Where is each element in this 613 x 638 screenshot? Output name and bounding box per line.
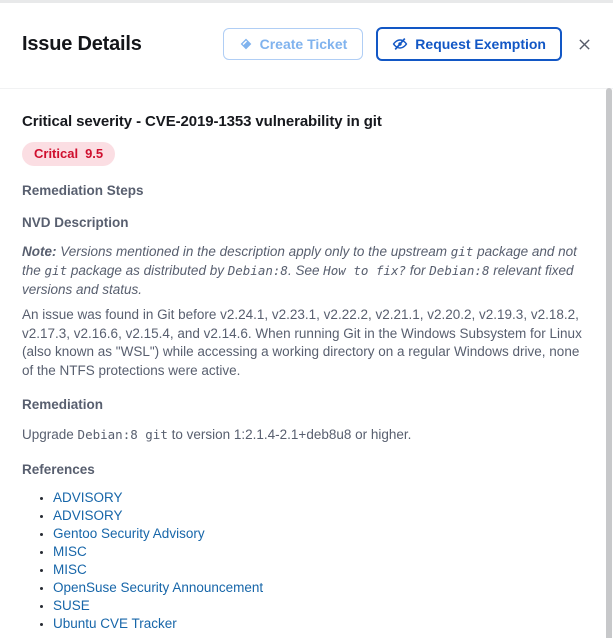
severity-badge xyxy=(22,142,115,166)
text-segment: git xyxy=(44,263,68,278)
header-actions xyxy=(223,27,593,61)
text-segment: Versions mentioned in the description apply only to the upstream xyxy=(56,244,451,259)
section-references: References xyxy=(22,461,95,477)
diamond-icon xyxy=(239,37,253,51)
text-segment: . See xyxy=(287,263,324,278)
nvd-note xyxy=(22,242,592,299)
reference-link[interactable]: OpenSuse Security Announcement xyxy=(53,579,264,595)
nvd-description-text: An issue was found in Git before v2.24.1, v2.23.1, v2.22.2, v2.21.1, v2.20.2, v2.19.3, v2.18.2, v2.17.3, v2.16.6, v2.15.4, and v2.14.6. When running Git in the Windows Subsystem for Linux (also known as "WSL") while accessing a working directory on a regular Windows drive, none of the NTFS protections were active. xyxy=(22,307,582,378)
reference-item xyxy=(53,561,592,579)
page-title: Issue Details xyxy=(22,32,142,55)
references-list xyxy=(22,489,592,633)
text-segment: How to fix? xyxy=(323,263,407,278)
severity-score: 9.5 xyxy=(85,146,104,161)
reference-link[interactable]: ADVISORY xyxy=(53,489,123,505)
text-segment: to version 1:2.1.4-2.1+deb8u8 or higher. xyxy=(167,427,412,442)
reference-link[interactable]: ADVISORY xyxy=(53,507,123,523)
issue-title: Critical severity - CVE-2019-1353 vulnerability in git xyxy=(22,113,382,130)
header-divider xyxy=(0,88,613,89)
reference-item xyxy=(53,597,592,615)
text-segment: for xyxy=(406,263,430,278)
reference-item xyxy=(53,615,592,633)
reference-link[interactable]: MISC xyxy=(53,543,87,559)
section-remediation: Remediation xyxy=(22,397,104,412)
text-segment: package as distributed by xyxy=(67,263,228,278)
scrollbar[interactable] xyxy=(606,88,612,638)
panel-header xyxy=(0,3,613,61)
create-ticket-label: Create Ticket xyxy=(259,36,348,52)
text-segment: Upgrade xyxy=(22,427,78,442)
text-segment: Debian:8 git xyxy=(77,427,168,442)
text-segment: Debian:8 xyxy=(227,263,288,278)
reference-link[interactable]: SUSE xyxy=(53,597,90,613)
reference-link[interactable]: Gentoo Security Advisory xyxy=(53,525,205,541)
text-segment: relevant fixed versions and status. xyxy=(22,263,574,297)
eye-slash-icon xyxy=(392,36,408,52)
issue-details-content xyxy=(0,113,613,633)
reference-item xyxy=(53,489,592,507)
reference-item xyxy=(53,579,592,597)
text-segment: git xyxy=(450,244,474,259)
request-exemption-button[interactable] xyxy=(376,27,562,61)
section-nvd-description: NVD Description xyxy=(22,215,129,230)
close-icon xyxy=(578,38,591,51)
reference-link[interactable]: MISC xyxy=(53,561,87,577)
text-segment: package and not the xyxy=(22,244,577,278)
reference-item xyxy=(53,507,592,525)
reference-link[interactable]: Ubuntu CVE Tracker xyxy=(53,615,177,631)
reference-item xyxy=(53,525,592,543)
remediation-text xyxy=(22,426,592,445)
severity-label: Critical xyxy=(34,146,79,161)
text-segment: Debian:8 xyxy=(429,263,490,278)
text-segment: Note: xyxy=(22,244,57,259)
create-ticket-button[interactable] xyxy=(223,28,364,60)
reference-item xyxy=(53,543,592,561)
request-exemption-label: Request Exemption xyxy=(415,36,546,52)
section-remediation-steps: Remediation Steps xyxy=(22,183,144,198)
close-button[interactable] xyxy=(576,36,593,53)
